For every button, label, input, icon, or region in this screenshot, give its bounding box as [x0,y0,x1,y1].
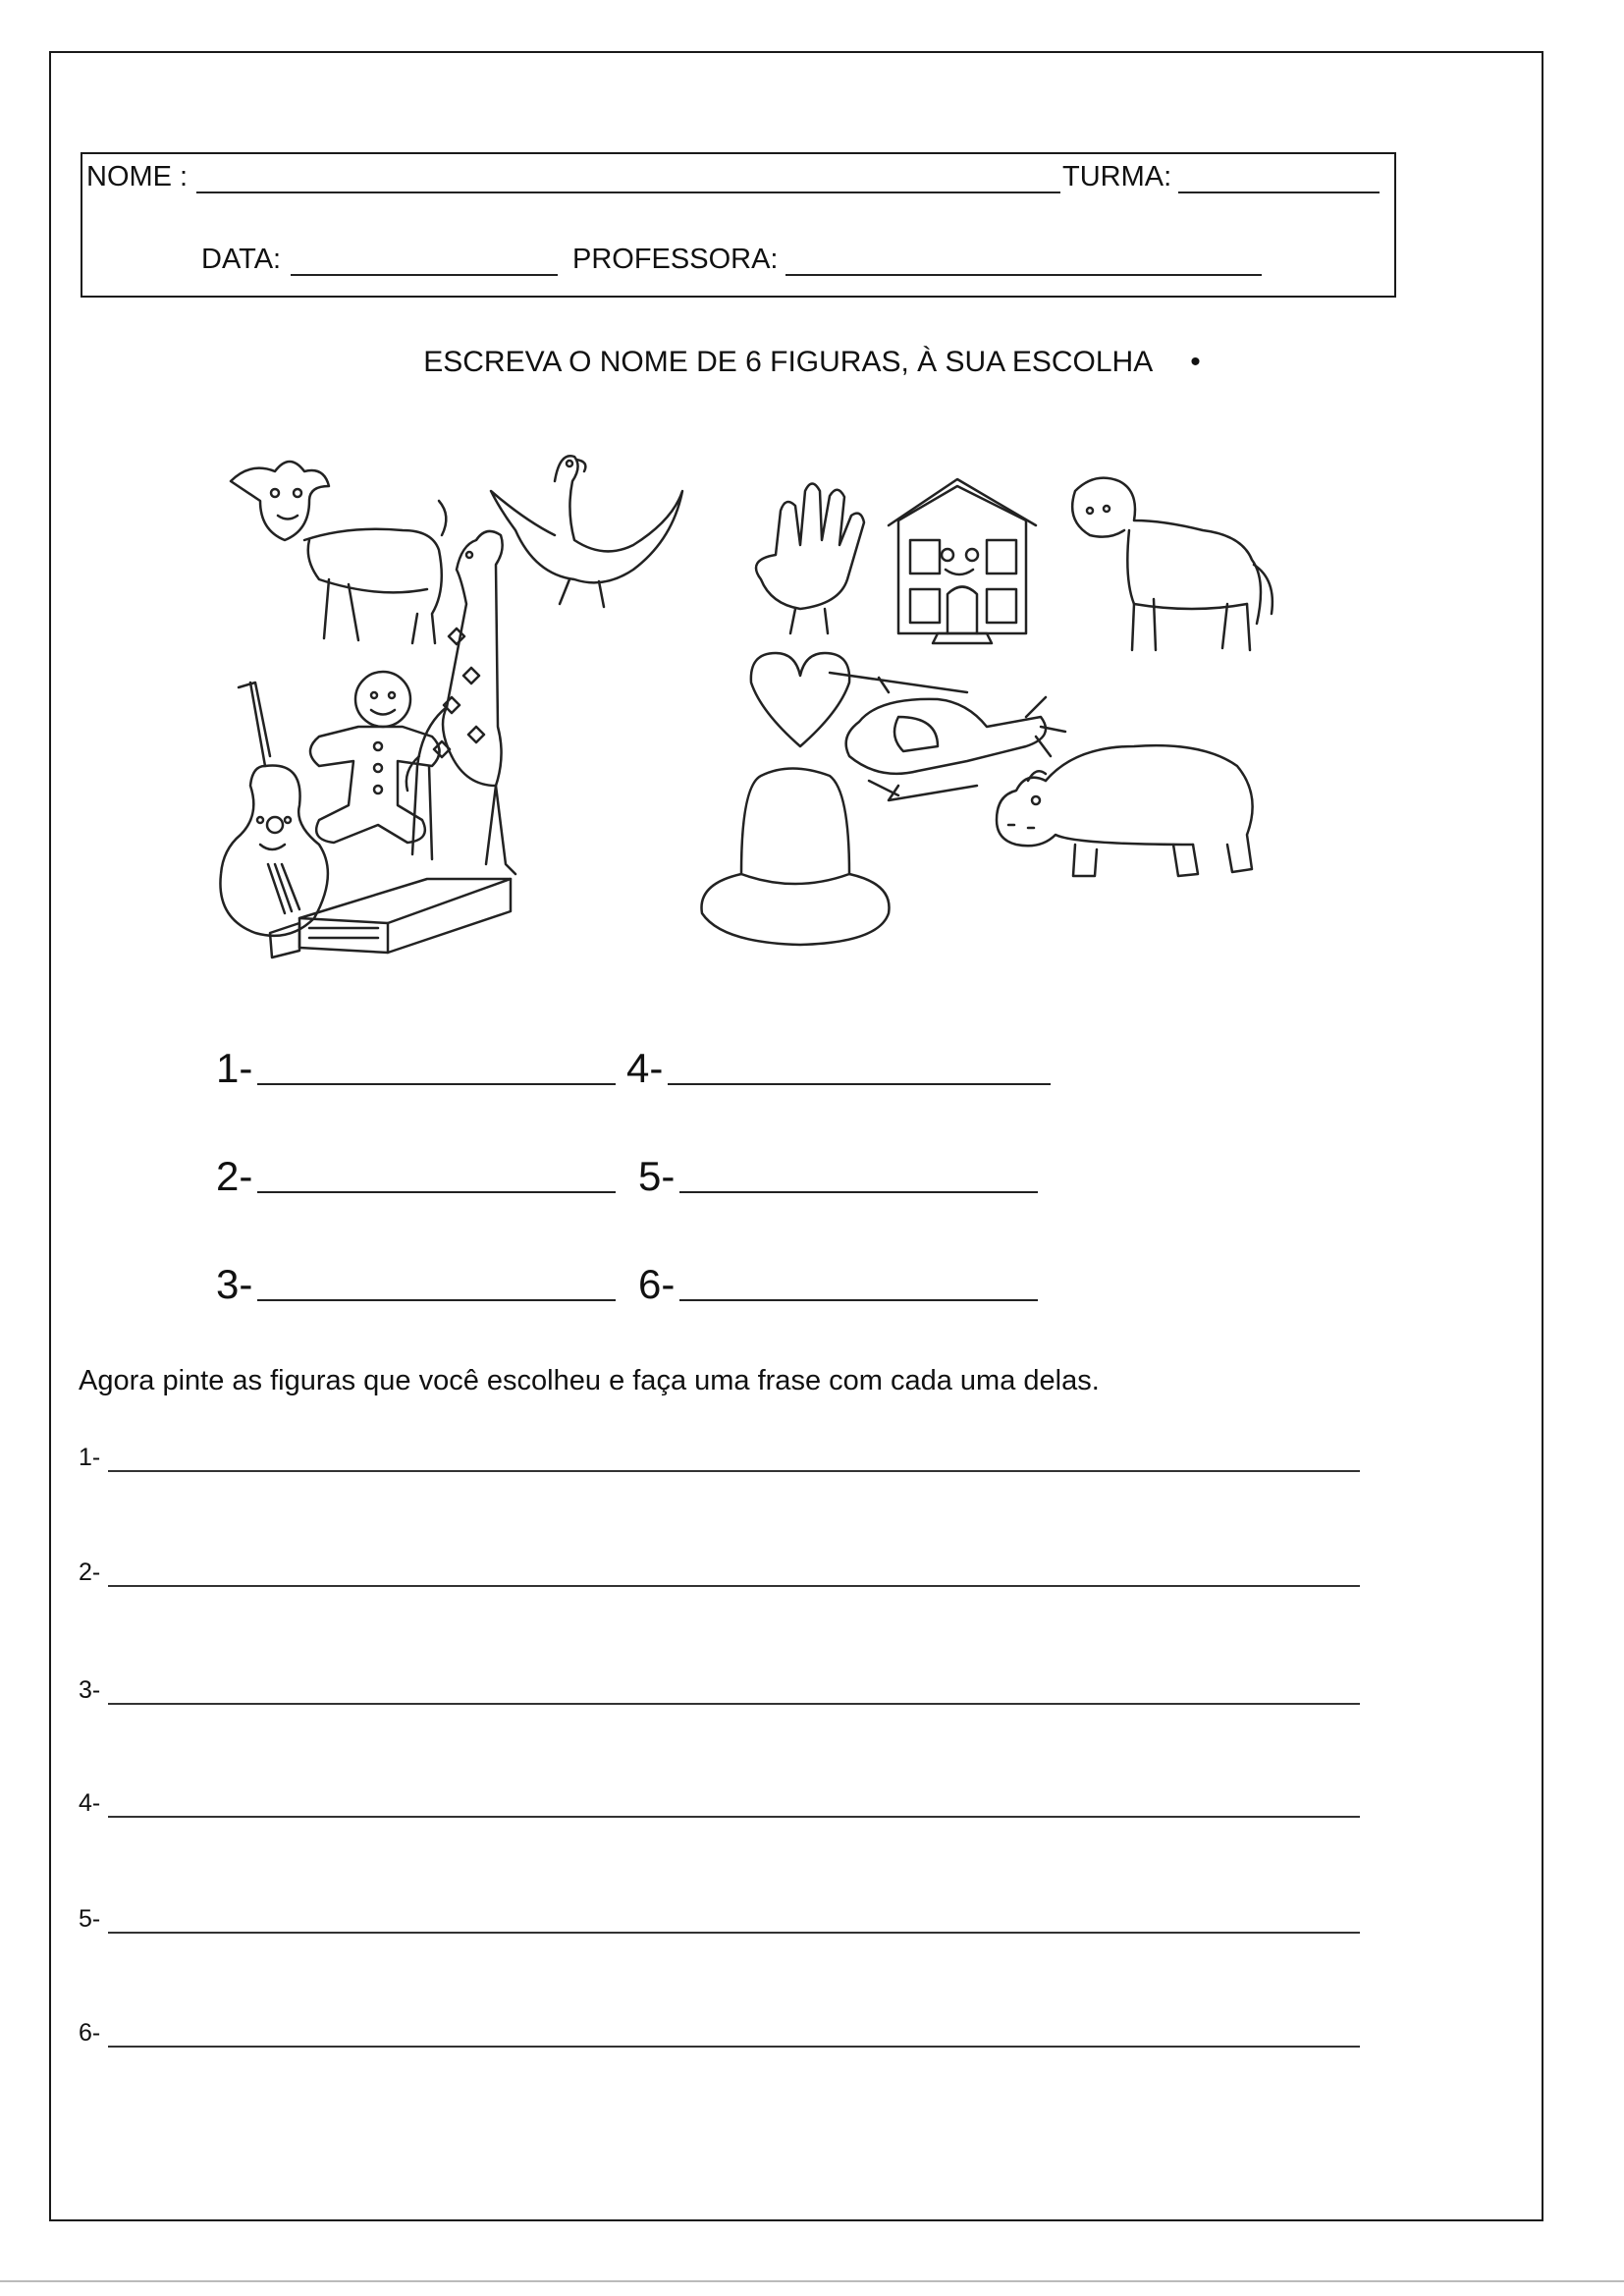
professora-field[interactable] [785,274,1262,276]
heart-figure [751,653,849,746]
figures-illustration [211,432,1340,982]
sentence-label-4: 4- [79,1789,101,1817]
turma-label: TURMA: [1062,161,1172,192]
scan-edge [0,2280,1624,2282]
gingerbread-figure [310,672,440,843]
sentence-field-2[interactable] [108,1585,1360,1587]
guitar-figure [220,683,327,936]
data-field[interactable] [291,274,558,276]
helicopter-figure [830,673,1065,800]
goose-figure [491,456,682,607]
hippo-figure [997,745,1253,876]
turma-field[interactable] [1178,191,1380,193]
sentence-label-2: 2- [79,1558,101,1586]
nome-field[interactable] [196,191,1060,193]
answer-field-5[interactable] [679,1191,1038,1193]
answer-field-4[interactable] [668,1083,1051,1085]
sentence-label-6: 6- [79,2019,101,2047]
instruction-text: ESCREVA O NOME DE 6 FIGURAS, À SUA ESCOLHA [423,346,1154,378]
sentence-label-1: 1- [79,1444,101,1471]
matchbox-figure [270,879,511,957]
answer-field-3[interactable] [257,1299,616,1301]
sentence-field-4[interactable] [108,1816,1360,1818]
answer-label-5: 5- [638,1153,676,1199]
answer-field-2[interactable] [257,1191,616,1193]
answer-label-3: 3- [216,1261,253,1307]
house-figure [889,479,1036,643]
professora-label: PROFESSORA: [572,244,779,275]
sentence-field-1[interactable] [108,1470,1360,1472]
sentence-label-5: 5- [79,1905,101,1933]
answer-label-2: 2- [216,1153,253,1199]
data-label: DATA: [201,244,282,275]
answer-label-4: 4- [626,1045,664,1091]
sentence-field-3[interactable] [108,1703,1360,1705]
answer-label-6: 6- [638,1261,676,1307]
nome-label: NOME : [86,161,189,192]
hand-figure [756,484,864,634]
hat-figure [702,769,890,946]
sentence-instruction: Agora pinte as figuras que você escolheu e faça uma frase com cada uma delas. [79,1365,1100,1396]
sentence-field-6[interactable] [108,2046,1360,2048]
sentence-label-3: 3- [79,1676,101,1704]
answer-field-1[interactable] [257,1083,616,1085]
answer-label-1: 1- [216,1045,253,1091]
answer-field-6[interactable] [679,1299,1038,1301]
goat-figure [231,462,446,643]
sentence-field-5[interactable] [108,1932,1360,1934]
instruction: ESCREVA O NOME DE 6 FIGURAS, À SUA ESCOLHA • [423,346,1201,378]
horse-figure [1072,478,1272,650]
